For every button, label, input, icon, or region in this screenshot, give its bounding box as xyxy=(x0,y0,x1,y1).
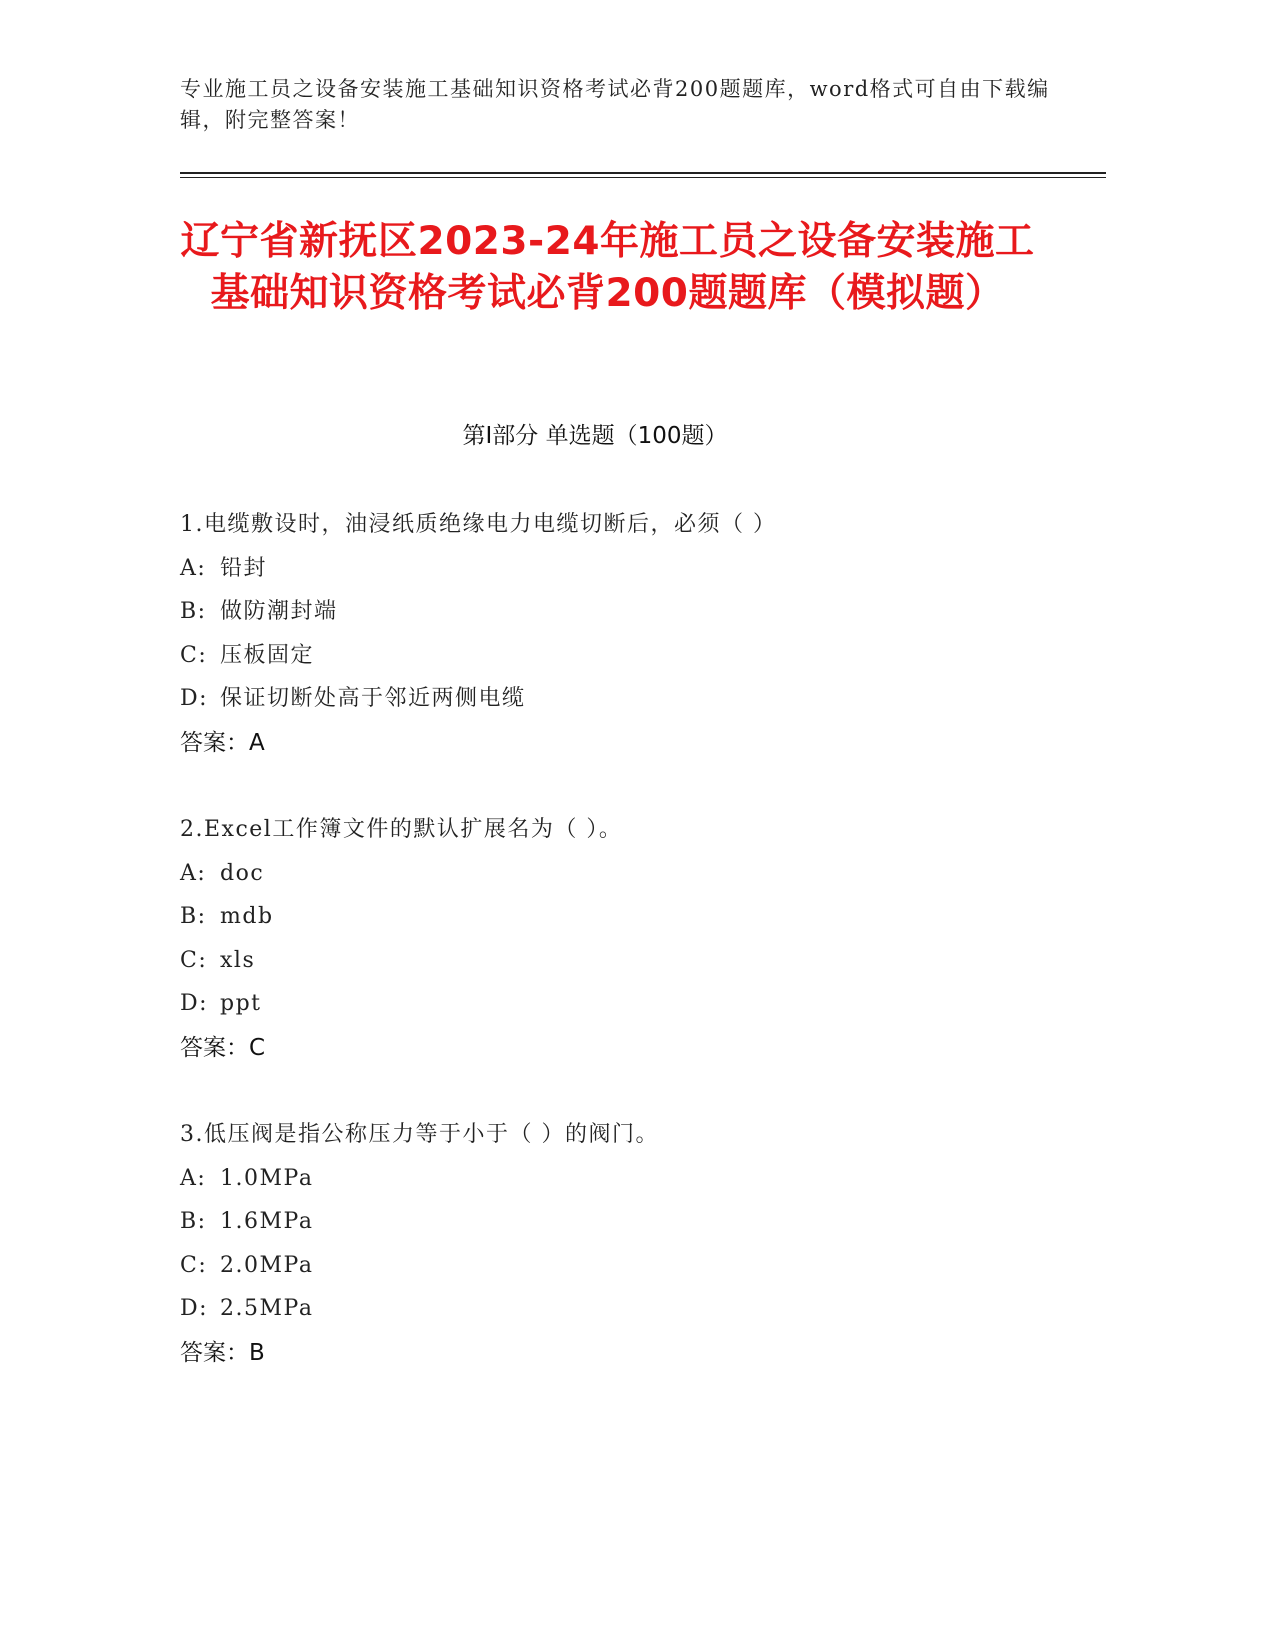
option-b xyxy=(180,1200,1080,1244)
option-d xyxy=(180,982,1080,1026)
answer-line: 答案：A xyxy=(180,729,265,756)
option-text: mdb xyxy=(220,904,274,929)
option-text: doc xyxy=(220,860,265,886)
option-d xyxy=(180,677,1080,721)
option-d xyxy=(180,1287,1080,1331)
option-key: C: xyxy=(180,642,208,668)
option-a xyxy=(180,1157,1080,1201)
option-key: D: xyxy=(180,991,209,1016)
answer-line: 答案：B xyxy=(180,1339,265,1366)
option-key: C: xyxy=(180,1252,208,1278)
header-note: 专业施工员之设备安装施工基础知识资格考试必背200题题库，word格式可自由下载编辑，附完整答案！ xyxy=(180,77,1050,132)
option-key: B: xyxy=(180,1209,207,1234)
option-text: xls xyxy=(220,947,256,973)
option-text: 做防潮封端 xyxy=(220,599,338,624)
option-text: ppt xyxy=(220,991,262,1016)
option-c xyxy=(180,634,1080,678)
question-1 xyxy=(180,503,1080,765)
option-key: A: xyxy=(180,1165,207,1191)
option-key: B: xyxy=(180,599,207,624)
option-text: 压板固定 xyxy=(220,642,315,668)
question-stem: 1.电缆敷设时，油浸纸质绝缘电力电缆切断后，必须（ ） xyxy=(180,512,777,537)
header-divider-thin xyxy=(180,177,1106,178)
question-2 xyxy=(180,808,1080,1070)
option-a xyxy=(180,852,1080,896)
option-text: 1.0MPa xyxy=(220,1165,314,1191)
question-stem: 3.低压阀是指公称压力等于小于（ ）的阀门。 xyxy=(180,1122,659,1147)
option-key: A: xyxy=(180,860,207,886)
document-title: 辽宁省新抚区2023-24年施工员之设备安装施工基础知识资格考试必背200题题库（模拟题） xyxy=(180,219,1035,316)
option-text: 2.0MPa xyxy=(220,1252,314,1278)
option-key: D: xyxy=(180,686,209,711)
option-key: B: xyxy=(180,904,207,929)
option-text: 保证切断处高于邻近两侧电缆 xyxy=(220,686,526,711)
option-b xyxy=(180,895,1080,939)
option-key: A: xyxy=(180,555,207,581)
question-stem: 2.Excel工作簿文件的默认扩展名为（ ）。 xyxy=(180,817,623,842)
option-key: C: xyxy=(180,947,208,973)
option-text: 2.5MPa xyxy=(220,1296,314,1321)
option-c xyxy=(180,1244,1080,1288)
option-text: 铅封 xyxy=(220,555,268,581)
option-b xyxy=(180,590,1080,634)
option-text: 1.6MPa xyxy=(220,1209,314,1234)
answer-line: 答案：C xyxy=(180,1034,266,1061)
section-heading: 第Ⅰ部分 单选题（100题） xyxy=(462,423,728,449)
header-divider-thick xyxy=(180,172,1106,174)
option-a xyxy=(180,547,1080,591)
option-c xyxy=(180,939,1080,983)
option-key: D: xyxy=(180,1296,209,1321)
question-3 xyxy=(180,1113,1080,1375)
